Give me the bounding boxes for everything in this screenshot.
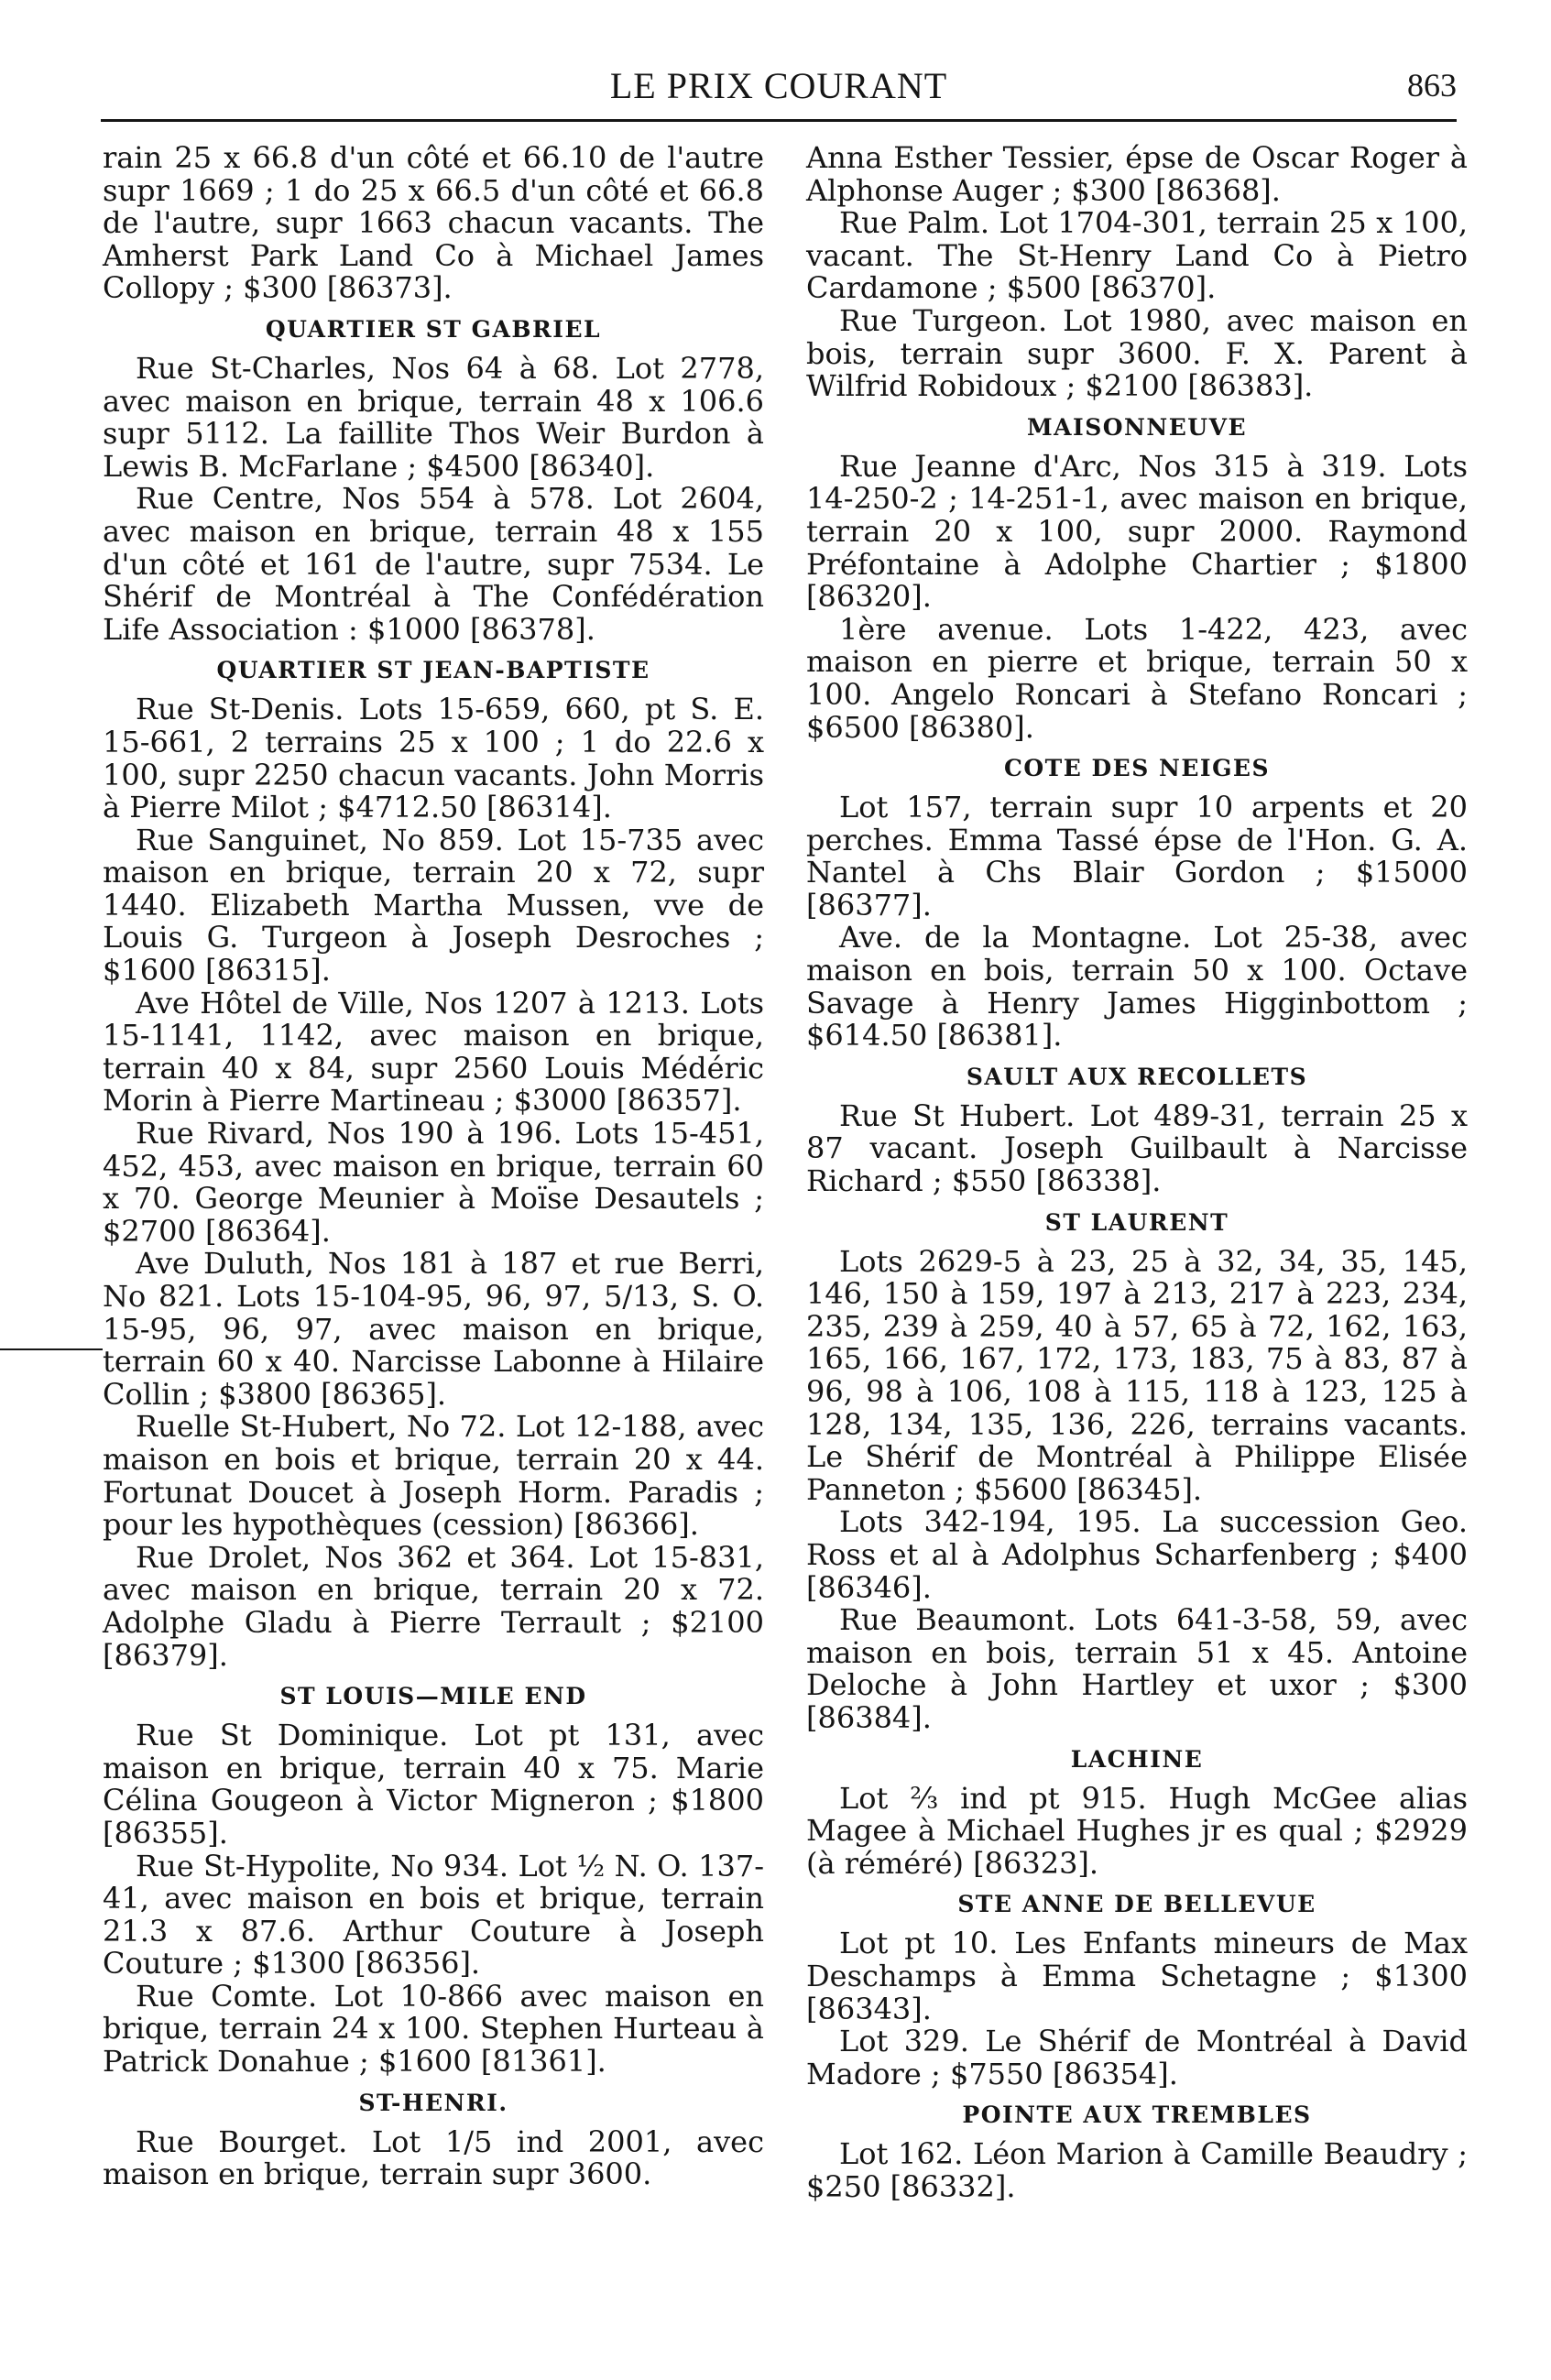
entry-paragraph: Rue St-Denis. Lots 15-659, 660, pt S. E. 15-661, 2 terrains 25 x 100 ; 1 do 22.6 x 100, supr 2250 chacun vacants. John Morris à Pierre Milot ; $4712.50 [86314].	[103, 692, 764, 825]
entry-paragraph: Rue Beaumont. Lots 641-3-58, 59, avec maison en bois, terrain 51 x 45. Antoine Deloche à John Hartley et uxor ; $300 [86384].	[806, 1602, 1468, 1735]
section-heading: QUARTIER ST GABRIEL	[265, 315, 602, 343]
entry-paragraph: Anna Esther Tessier, épse de Oscar Roger à Alphonse Auger ; $300 [86368].	[806, 140, 1468, 208]
entry-paragraph: Rue Comte. Lot 10-866 avec maison en brique, terrain 24 x 100. Stephen Hurteau à Patrick Donahue ; $1600 [81361].	[103, 1978, 764, 2080]
running-title: LE PRIX COURANT	[609, 65, 948, 106]
entry-paragraph: Lot pt 10. Les Enfants mineurs de Max Deschamps à Emma Schetagne ; $1300 [86343].	[806, 1926, 1468, 2026]
entry-paragraph: Rue Drolet, Nos 362 et 364. Lot 15-831, avec maison en brique, terrain 20 x 72. Adolphe Gladu à Pierre Terrault ; $2100 [86379].	[103, 1539, 764, 1673]
entry-paragraph: Rue St-Hypolite, No 934. Lot ½ N. O. 137-41, avec maison en bois et brique, terrain 21.3 x 87.6. Arthur Couture à Joseph Couture ; $1300 [86356].	[103, 1848, 764, 1982]
section-heading: ST-HENRI.	[358, 2089, 508, 2116]
entry-paragraph: Ave Hôtel de Ville, Nos 1207 à 1213. Lots 15-1141, 1142, avec maison en brique, terrain 40 x 84, supr 2560 Louis Médéric Morin à Pierre Martineau ; $3000 [86357].	[103, 985, 764, 1119]
section-heading: STE ANNE DE BELLEVUE	[957, 1891, 1316, 1918]
entry-paragraph: Ruelle St-Hubert, No 72. Lot 12-188, avec maison en bois et brique, terrain 20 x 44. Fortunat Doucet à Joseph Horm. Paradis ; pour les hypothèques (cession) [86366].	[103, 1409, 764, 1543]
margin-rule	[0, 1348, 103, 1350]
entry-paragraph: Lots 2629-5 à 23, 25 à 32, 34, 35, 145, 146, 150 à 159, 197 à 213, 217 à 223, 234, 235, 239 à 259, 40 à 57, 65 à 72, 162, 163, 165, 166, 167, 172, 173, 183, 75 à 83, 87 à 96, 98 à 106, 108 à 115, 118 à 123, 125 à 128, 134, 135, 136, 226, terrains vacants. Le Shérif de Montréal à Philippe Elisée Panneton ; $5600 [86345].	[806, 1243, 1468, 1507]
entry-paragraph: Rue St Dominique. Lot pt 131, avec maison en brique, terrain 40 x 75. Marie Célina Gougeon à Victor Migneron ; $1800 [86355].	[103, 1718, 764, 1851]
entry-paragraph: Lot 162. Léon Marion à Camille Beaudry ; $250 [86332].	[806, 2136, 1468, 2204]
entry-paragraph: Rue Sanguinet, No 859. Lot 15-735 avec maison en brique, terrain 20 x 72, supr 1440. Elizabeth Martha Mussen, vve de Louis G. Turgeon à Joseph Desroches ; $1600 [86315].	[103, 822, 764, 988]
section-heading: ST LAURENT	[1044, 1208, 1229, 1236]
entry-paragraph: Rue Bourget. Lot 1/5 ind 2001, avec maison en brique, terrain supr 3600.	[103, 2123, 764, 2192]
entry-paragraph: Rue St Hubert. Lot 489-31, terrain 25 x 87 vacant. Joseph Guilbault à Narcisse Richard ; $550 [86338].	[806, 1097, 1468, 1199]
section-heading: MAISONNEUVE	[1026, 413, 1248, 441]
entry-paragraph: Lot 329. Le Shérif de Montréal à David Madore ; $7550 [86354].	[806, 2024, 1468, 2091]
entry-paragraph: Rue Jeanne d'Arc, Nos 315 à 319. Lots 14-250-2 ; 14-251-1, avec maison en brique, terrain 20 x 100, supr 2000. Raymond Préfontaine à Adolphe Chartier ; $1800 [86320].	[806, 448, 1468, 615]
entry-paragraph: Lot 157, terrain supr 10 arpents et 20 perches. Emma Tassé épse de l'Hon. G. A. Nantel à Chs Blair Gordon ; $15000 [86377].	[806, 790, 1468, 923]
section-heading: POINTE AUX TREMBLES	[962, 2102, 1312, 2129]
entry-paragraph: Rue St-Charles, Nos 64 à 68. Lot 2778, avec maison en brique, terrain 48 x 106.6 supr 5112. La faillite Thos Weir Burdon à Lewis B. McFarlane ; $4500 [86340].	[103, 350, 764, 484]
section-heading: QUARTIER ST JEAN-BAPTISTE	[216, 657, 650, 684]
entry-paragraph: rain 25 x 66.8 d'un côté et 66.10 de l'autre supr 1669 ; 1 do 25 x 66.5 d'un côté et 66.8 de l'autre, supr 1663 chacun vacants. The Amherst Park Land Co à Michael James Collopy ; $300 [86373].	[103, 140, 764, 306]
entry-paragraph: Lot ⅔ ind pt 915. Hugh McGee alias Magee à Michael Hughes jr es qual ; $2929 (à réméré) [86323].	[806, 1780, 1468, 1881]
entry-paragraph: Rue Rivard, Nos 190 à 196. Lots 15-451, 452, 453, avec maison en brique, terrain 60 x 70. George Meunier à Moïse Desautels ; $2700 [86364].	[103, 1116, 764, 1249]
entry-paragraph: Ave. de la Montagne. Lot 25-38, avec maison en bois, terrain 50 x 100. Octave Savage à Henry James Higginbottom ; $614.50 [86381].	[806, 920, 1468, 1054]
entry-paragraph: Ave Duluth, Nos 181 à 187 et rue Berri, No 821. Lots 15-104-95, 96, 97, 5/13, S. O. 15-95, 96, 97, avec maison en brique, terrain 60 x 40. Narcisse Labonne à Hilaire Collin ; $3800 [86365].	[103, 1246, 764, 1412]
page-number: 863	[1407, 67, 1457, 104]
page-header	[101, 55, 1457, 110]
entry-paragraph: Rue Palm. Lot 1704-301, terrain 25 x 100, vacant. The St-Henry Land Co à Pietro Cardamone ; $500 [86370].	[806, 205, 1468, 306]
section-heading: ST LOUIS—MILE END	[279, 1683, 587, 1710]
section-heading: LACHINE	[1070, 1745, 1204, 1773]
section-heading: SAULT AUX RECOLLETS	[966, 1063, 1308, 1090]
section-heading: COTE DES NEIGES	[1003, 755, 1271, 782]
header-rule	[101, 119, 1457, 122]
entry-paragraph: Lots 342-194, 195. La succession Geo. Ross et al à Adolphus Scharfenberg ; $400 [86346].	[806, 1504, 1468, 1605]
right-column	[806, 142, 1468, 2203]
entry-paragraph: 1ère avenue. Lots 1-422, 423, avec maison en pierre et brique, terrain 50 x 100. Angelo Roncari à Stefano Roncari ; $6500 [86380].	[806, 611, 1468, 745]
entry-paragraph: Rue Centre, Nos 554 à 578. Lot 2604, avec maison en brique, terrain 48 x 155 d'un côté et 161 de l'autre, supr 7534. Le Shérif de Montréal à The Confédération Life Association : $1000 [86378].	[103, 481, 764, 647]
left-column	[103, 142, 764, 2191]
entry-paragraph: Rue Turgeon. Lot 1980, avec maison en bois, terrain supr 3600. F. X. Parent à Wilfrid Robidoux ; $2100 [86383].	[806, 302, 1468, 404]
